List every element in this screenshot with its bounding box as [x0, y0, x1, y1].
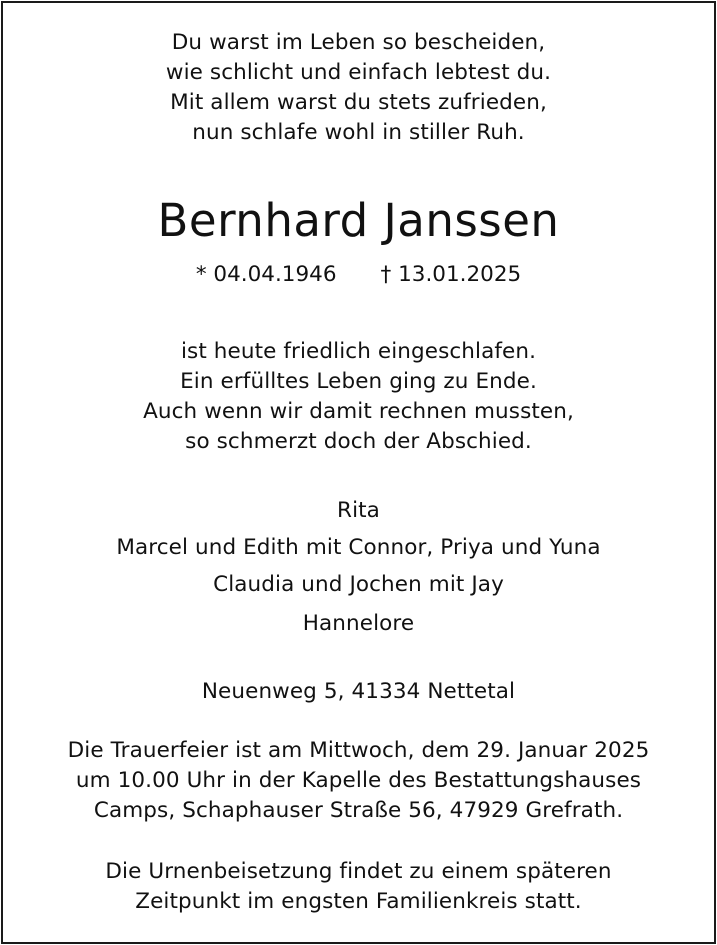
poem-line-3: Mit allem warst du stets zufrieden, — [170, 90, 547, 115]
poem-line-4: nun schlafe wohl in stiller Ruh. — [192, 120, 525, 145]
funeral-line-2: um 10.00 Uhr in der Kapelle des Bestattungshauses — [75, 768, 642, 793]
poem-line-2: wie schlicht und einfach lebtest du. — [165, 60, 552, 85]
deceased-name: Bernhard Janssen — [157, 194, 560, 247]
birth-date: * 04.04.1946 — [195, 262, 337, 287]
message-line-1: ist heute friedlich eingeschlafen. — [180, 339, 537, 364]
urn-burial-line-1: Die Urnenbeisetzung findet zu einem späteren — [105, 859, 612, 884]
funeral-line-1: Die Trauerfeier ist am Mittwoch, dem 29. Januar 2025 — [67, 738, 650, 763]
urn-burial-line-2: Zeitpunkt im engsten Familienkreis statt. — [135, 889, 582, 914]
message-line-2: Ein erfülltes Leben ging zu Ende. — [180, 369, 537, 394]
mourner-4: Hannelore — [302, 611, 415, 636]
death-date: † 13.01.2025 — [380, 262, 522, 287]
life-dates — [0, 259, 717, 291]
family-address: Neuenweg 5, 41334 Nettetal — [201, 679, 516, 704]
poem-line-1: Du warst im Leben so bescheiden, — [171, 30, 546, 55]
mourner-3: Claudia und Jochen mit Jay — [213, 572, 504, 597]
funeral-line-3: Camps, Schaphauser Straße 56, 47929 Grefrath. — [93, 798, 624, 823]
mourner-2: Marcel und Edith mit Connor, Priya und Yuna — [116, 535, 601, 560]
message-line-3: Auch wenn wir damit rechnen mussten, — [143, 399, 574, 424]
mourner-1: Rita — [337, 498, 380, 523]
message-line-4: so schmerzt doch der Abschied. — [185, 429, 532, 454]
